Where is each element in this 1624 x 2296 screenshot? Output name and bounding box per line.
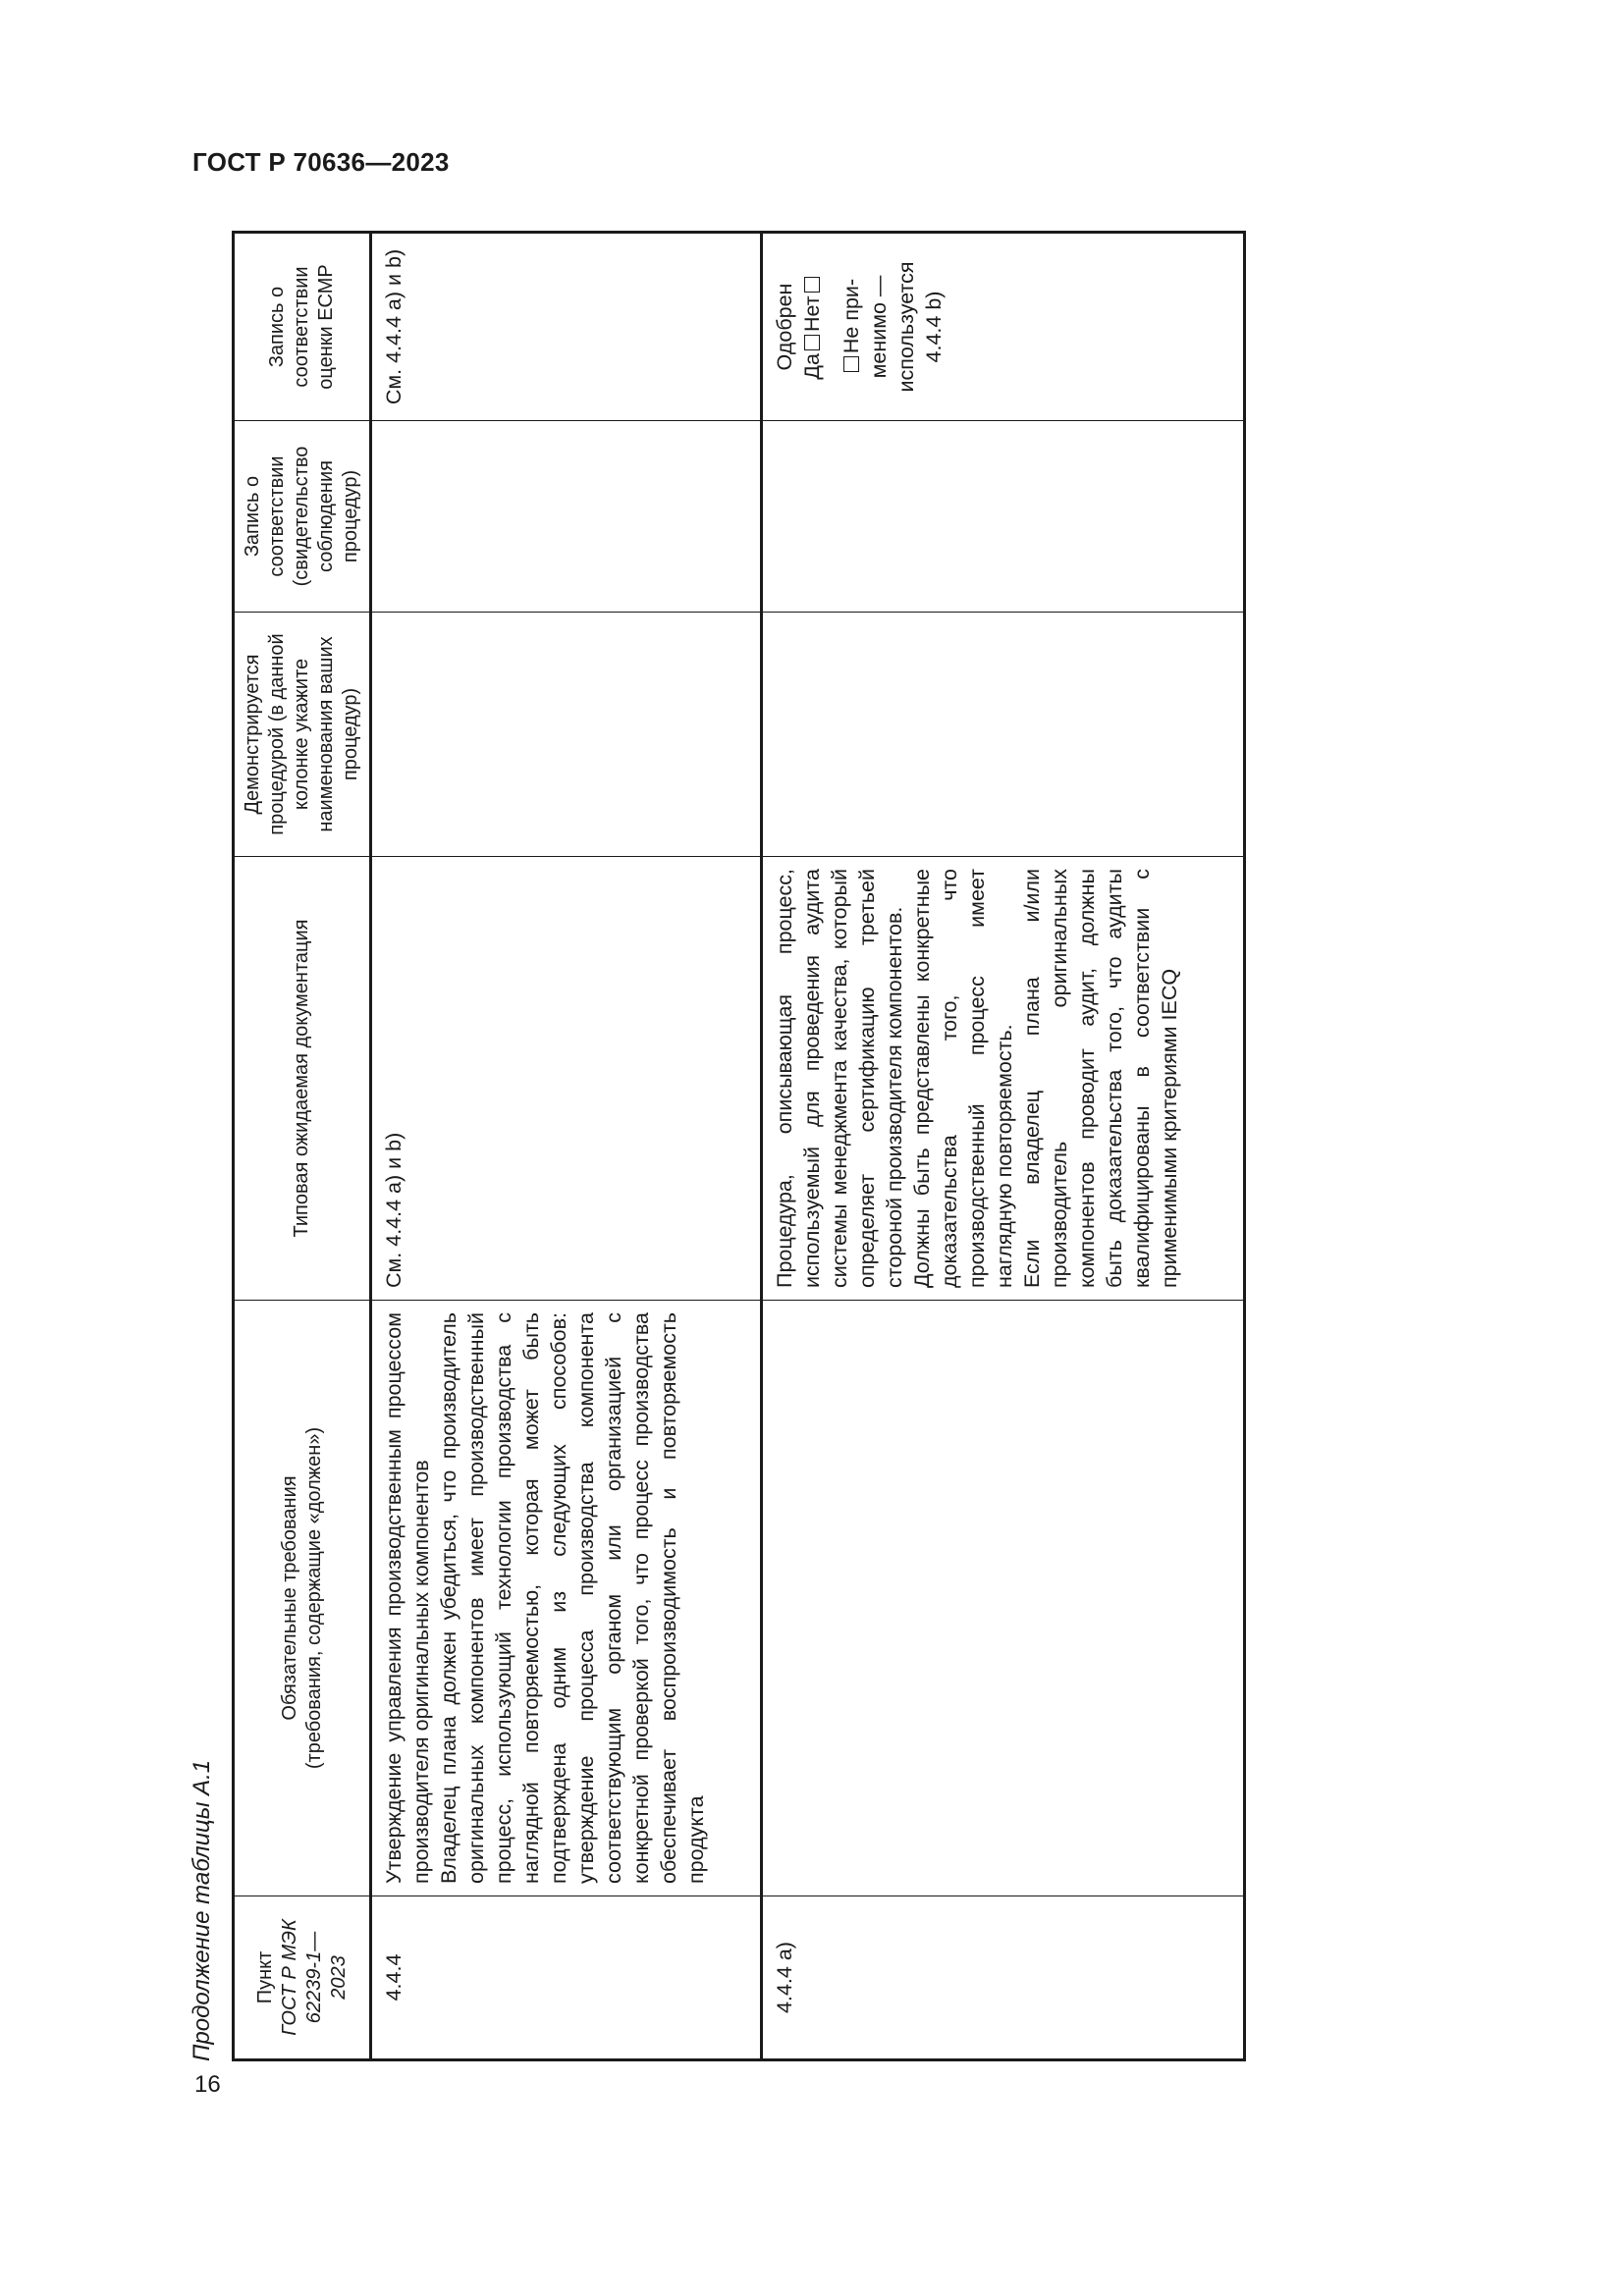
yes-no-options — [798, 245, 826, 408]
requirement-title: Утверждение управления производственным процессом производителя оригинальных компонентов — [382, 1312, 433, 1884]
header-demonstrated-by-procedure: Демонстрируется процедурой (в данной колонке укажите наименования ваших процедур) — [234, 613, 371, 857]
docs-paragraph: Если владелец плана и/или производитель оригинальных компонентов проводит аудит, должны быть доказательства того, что аудиты квалифицированы в соответствии с применимыми критериями IECQ — [1020, 869, 1181, 1288]
header-compliance-record: Запись о соответствии (свидетельство соблюдения процедур) — [234, 421, 371, 613]
demo-cell — [371, 613, 762, 857]
ecmp-cell — [762, 233, 1245, 421]
header-clause: Пункт ГОСТ Р МЭК 62239-1— 2023 — [234, 1896, 371, 2060]
requirement-cell — [762, 1301, 1245, 1896]
requirements-table — [232, 231, 1246, 2061]
not-applicable-option: Не при- менимо — используется 4.4.4 b) — [839, 261, 946, 393]
rotated-table-block — [177, 228, 1276, 2061]
demo-cell — [762, 613, 1245, 857]
header-requirements: Обязательные требования (требования, содержащие «должен») — [234, 1301, 371, 1896]
not-applicable-checkbox[interactable] — [843, 356, 859, 372]
yes-label: Да — [800, 353, 824, 380]
table-row — [371, 233, 762, 2060]
clause-cell: 4.4.4 — [371, 1896, 762, 2060]
record-cell — [762, 421, 1245, 613]
clause-cell: 4.4.4 a) — [762, 1896, 1245, 2060]
page-number: 16 — [194, 2071, 221, 2098]
no-checkbox[interactable] — [804, 277, 820, 293]
no-label: Нет — [800, 295, 824, 333]
header-expected-docs: Типовая ожидаемая документация — [234, 857, 371, 1301]
record-cell — [371, 421, 762, 613]
approved-label: Одобрен — [773, 283, 796, 371]
requirement-cell — [371, 1301, 762, 1896]
docs-cell — [762, 857, 1245, 1301]
table-row — [762, 233, 1245, 2060]
ecmp-cell: См. 4.4.4 a) и b) — [371, 233, 762, 421]
docs-paragraph: Должны быть представлены конкретные доказательства того, что производственный процесс имеет наглядную повторяемость. — [910, 869, 1016, 1288]
yes-checkbox[interactable] — [804, 335, 820, 350]
document-code-header: ГОСТ Р 70636—2023 — [192, 147, 450, 177]
requirement-text: Владелец плана должен убедиться, что производитель оригинальных компонентов имеет производственный процесс, использующий технологии производства с наглядной повторяемостью, которая может быть подтверждена одним из следующих способов: утверждение процесса производства компонента соответствующим органом или организацией с конкретной проверкой того, что процесс производства обеспечивает воспроизводимость и повторяемость продукта — [437, 1312, 708, 1884]
docs-paragraph: Процедура, описывающая процесс, используемый для проведения аудита системы менеджмента качества, который определяет сертификацию третьей стороной производителя компонентов. — [773, 869, 906, 1288]
docs-cell: См. 4.4.4 a) и b) — [371, 857, 762, 1301]
table-caption: Продолжение таблицы А.1 — [189, 1759, 215, 2061]
table-header-row — [234, 233, 371, 2060]
header-ecmp-record: Запись о соответствии оценки ЕСМР — [234, 233, 371, 421]
